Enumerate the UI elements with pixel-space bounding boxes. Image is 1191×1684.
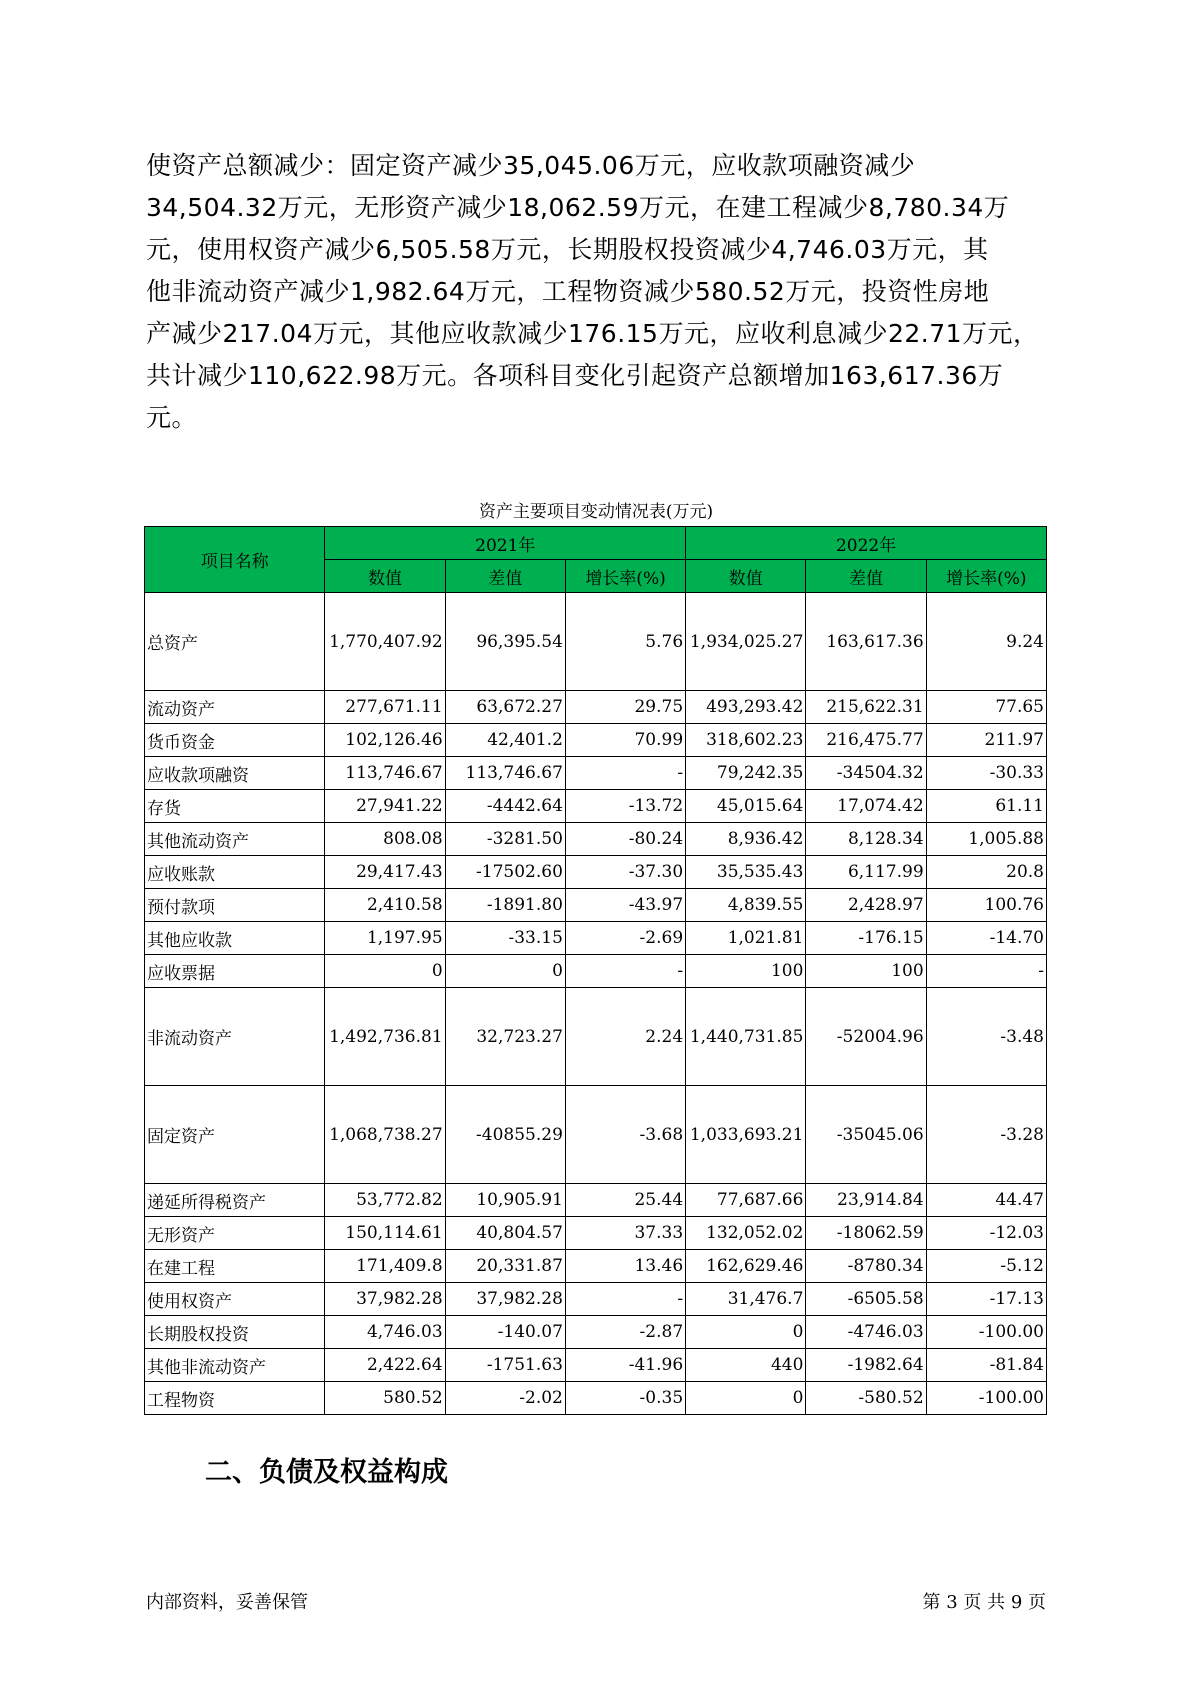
row-cell: 77.65	[926, 691, 1046, 724]
row-cell: 32,723.27	[445, 988, 565, 1086]
paragraph-line: 共计减少110,622.98万元。各项科目变化引起资产总额增加163,617.36万	[146, 361, 1004, 390]
table-row	[145, 1250, 1047, 1283]
section-heading: 二、负债及权益构成	[205, 1457, 448, 1488]
row-cell: 211.97	[926, 724, 1046, 757]
asset-change-table	[144, 526, 1047, 1415]
row-item-name: 应收账款	[145, 856, 325, 889]
table-row	[145, 889, 1047, 922]
table-row	[145, 1086, 1047, 1184]
row-cell: 132,052.02	[686, 1217, 806, 1250]
row-cell: -0.35	[565, 1382, 685, 1415]
row-cell: 2.24	[565, 988, 685, 1086]
row-cell: 100	[686, 955, 806, 988]
table-row	[145, 1184, 1047, 1217]
row-cell: -12.03	[926, 1217, 1046, 1250]
row-cell: -33.15	[445, 922, 565, 955]
row-cell: 37.33	[565, 1217, 685, 1250]
row-cell: 171,409.8	[325, 1250, 445, 1283]
row-cell: 1,440,731.85	[686, 988, 806, 1086]
row-cell: 100.76	[926, 889, 1046, 922]
table-caption: 资产主要项目变动情况表(万元)	[478, 502, 714, 522]
row-cell: 35,535.43	[686, 856, 806, 889]
row-cell: 63,672.27	[445, 691, 565, 724]
row-item-name: 无形资产	[145, 1217, 325, 1250]
header-value: 数值	[686, 560, 806, 593]
row-cell: 113,746.67	[325, 757, 445, 790]
row-cell: -17.13	[926, 1283, 1046, 1316]
row-cell: 1,197.95	[325, 922, 445, 955]
row-cell: -2.02	[445, 1382, 565, 1415]
row-cell: 23,914.84	[806, 1184, 926, 1217]
row-cell: 318,602.23	[686, 724, 806, 757]
row-cell: -80.24	[565, 823, 685, 856]
row-item-name: 存货	[145, 790, 325, 823]
header-growth: 增长率(%)	[926, 560, 1046, 593]
row-item-name: 在建工程	[145, 1250, 325, 1283]
row-cell: -5.12	[926, 1250, 1046, 1283]
row-cell: -40855.29	[445, 1086, 565, 1184]
table-row	[145, 1316, 1047, 1349]
row-cell: -2.69	[565, 922, 685, 955]
row-cell: -4746.03	[806, 1316, 926, 1349]
row-item-name: 工程物资	[145, 1382, 325, 1415]
row-cell: 150,114.61	[325, 1217, 445, 1250]
row-cell: 96,395.54	[445, 593, 565, 691]
row-cell: 37,982.28	[445, 1283, 565, 1316]
row-cell: 100	[806, 955, 926, 988]
body-paragraph	[146, 145, 1046, 439]
row-cell: 42,401.2	[445, 724, 565, 757]
row-cell: -3.48	[926, 988, 1046, 1086]
row-item-name: 应收票据	[145, 955, 325, 988]
row-cell: 102,126.46	[325, 724, 445, 757]
header-growth: 增长率(%)	[565, 560, 685, 593]
row-cell: -580.52	[806, 1382, 926, 1415]
row-cell: 216,475.77	[806, 724, 926, 757]
row-cell: -	[565, 955, 685, 988]
table-row	[145, 1349, 1047, 1382]
row-item-name: 预付款项	[145, 889, 325, 922]
header-item-name: 项目名称	[145, 527, 325, 593]
row-item-name: 非流动资产	[145, 988, 325, 1086]
row-cell: -100.00	[926, 1316, 1046, 1349]
row-cell: -	[565, 1283, 685, 1316]
row-cell: 4,839.55	[686, 889, 806, 922]
row-cell: 1,068,738.27	[325, 1086, 445, 1184]
header-diff: 差值	[445, 560, 565, 593]
row-cell: 808.08	[325, 823, 445, 856]
row-cell: 20,331.87	[445, 1250, 565, 1283]
table-row	[145, 988, 1047, 1086]
row-cell: -3281.50	[445, 823, 565, 856]
paragraph-line: 他非流动资产减少1,982.64万元，工程物资减少580.52万元，投资性房地	[146, 277, 990, 306]
row-cell: -17502.60	[445, 856, 565, 889]
row-cell: -1891.80	[445, 889, 565, 922]
row-cell: 25.44	[565, 1184, 685, 1217]
row-cell: 0	[445, 955, 565, 988]
row-item-name: 固定资产	[145, 1086, 325, 1184]
row-cell: 29.75	[565, 691, 685, 724]
row-cell: -81.84	[926, 1349, 1046, 1382]
table-row	[145, 955, 1047, 988]
paragraph-line: 元，使用权资产减少6,505.58万元，长期股权投资减少4,746.03万元，其	[146, 235, 989, 264]
table-row	[145, 593, 1047, 691]
row-item-name: 流动资产	[145, 691, 325, 724]
row-cell: 45,015.64	[686, 790, 806, 823]
row-item-name: 货币资金	[145, 724, 325, 757]
row-cell: 1,021.81	[686, 922, 806, 955]
row-cell: 1,005.88	[926, 823, 1046, 856]
row-item-name: 使用权资产	[145, 1283, 325, 1316]
row-cell: 215,622.31	[806, 691, 926, 724]
row-item-name: 其他应收款	[145, 922, 325, 955]
row-item-name: 其他流动资产	[145, 823, 325, 856]
row-item-name: 长期股权投资	[145, 1316, 325, 1349]
row-cell: -37.30	[565, 856, 685, 889]
footer-confidential: 内部资料，妥善保管	[146, 1592, 308, 1613]
row-item-name: 总资产	[145, 593, 325, 691]
row-cell: -1751.63	[445, 1349, 565, 1382]
row-item-name: 其他非流动资产	[145, 1349, 325, 1382]
row-cell: -100.00	[926, 1382, 1046, 1415]
row-cell: -13.72	[565, 790, 685, 823]
row-cell: 27,941.22	[325, 790, 445, 823]
header-value: 数值	[325, 560, 445, 593]
row-cell: 0	[325, 955, 445, 988]
row-cell: 2,422.64	[325, 1349, 445, 1382]
row-cell: -34504.32	[806, 757, 926, 790]
table-row	[145, 1283, 1047, 1316]
row-cell: 1,033,693.21	[686, 1086, 806, 1184]
row-cell: -3.28	[926, 1086, 1046, 1184]
row-cell: 61.11	[926, 790, 1046, 823]
row-cell: 0	[686, 1316, 806, 1349]
row-cell: -18062.59	[806, 1217, 926, 1250]
row-cell: -30.33	[926, 757, 1046, 790]
row-cell: -176.15	[806, 922, 926, 955]
row-cell: 1,492,736.81	[325, 988, 445, 1086]
row-cell: -52004.96	[806, 988, 926, 1086]
row-cell: -35045.06	[806, 1086, 926, 1184]
row-cell: 20.8	[926, 856, 1046, 889]
footer-page-number: 第 3 页 共 9 页	[922, 1592, 1046, 1613]
row-cell: 17,074.42	[806, 790, 926, 823]
table-row	[145, 1217, 1047, 1250]
row-cell: 29,417.43	[325, 856, 445, 889]
row-cell: -1982.64	[806, 1349, 926, 1382]
table-row	[145, 823, 1047, 856]
row-cell: -6505.58	[806, 1283, 926, 1316]
header-diff: 差值	[806, 560, 926, 593]
row-cell: 70.99	[565, 724, 685, 757]
row-cell: 580.52	[325, 1382, 445, 1415]
row-cell: 10,905.91	[445, 1184, 565, 1217]
table-row	[145, 724, 1047, 757]
row-cell: 2,410.58	[325, 889, 445, 922]
paragraph-line: 34,504.32万元，无形资产减少18,062.59万元，在建工程减少8,780.34万	[146, 193, 1010, 222]
table-row	[145, 790, 1047, 823]
row-cell: 440	[686, 1349, 806, 1382]
row-cell: 162,629.46	[686, 1250, 806, 1283]
row-cell: 1,934,025.27	[686, 593, 806, 691]
row-cell: 37,982.28	[325, 1283, 445, 1316]
table-row	[145, 856, 1047, 889]
row-cell: -	[926, 955, 1046, 988]
row-cell: -43.97	[565, 889, 685, 922]
row-cell: 113,746.67	[445, 757, 565, 790]
row-cell: 53,772.82	[325, 1184, 445, 1217]
row-cell: 493,293.42	[686, 691, 806, 724]
row-cell: 40,804.57	[445, 1217, 565, 1250]
row-item-name: 递延所得税资产	[145, 1184, 325, 1217]
row-cell: 8,936.42	[686, 823, 806, 856]
row-cell: -3.68	[565, 1086, 685, 1184]
row-cell: 5.76	[565, 593, 685, 691]
table-row	[145, 757, 1047, 790]
paragraph-line: 产减少217.04万元，其他应收款减少176.15万元，应收利息减少22.71万元，	[146, 319, 1039, 348]
row-cell: -140.07	[445, 1316, 565, 1349]
row-cell: 4,746.03	[325, 1316, 445, 1349]
row-cell: -4442.64	[445, 790, 565, 823]
paragraph-line: 使资产总额减少：固定资产减少35,045.06万元，应收款项融资减少	[146, 151, 916, 180]
table-row	[145, 922, 1047, 955]
row-cell: 8,128.34	[806, 823, 926, 856]
row-cell: 77,687.66	[686, 1184, 806, 1217]
row-cell: 1,770,407.92	[325, 593, 445, 691]
row-cell: 6,117.99	[806, 856, 926, 889]
row-cell: 31,476.7	[686, 1283, 806, 1316]
row-cell: 0	[686, 1382, 806, 1415]
header-year-2022: 2022年	[686, 527, 1047, 560]
header-year-2021: 2021年	[325, 527, 686, 560]
row-cell: 2,428.97	[806, 889, 926, 922]
row-cell: -2.87	[565, 1316, 685, 1349]
paragraph-line: 元。	[146, 403, 198, 432]
row-cell: 277,671.11	[325, 691, 445, 724]
row-cell: 44.47	[926, 1184, 1046, 1217]
row-cell: -14.70	[926, 922, 1046, 955]
row-cell: -41.96	[565, 1349, 685, 1382]
table-row	[145, 691, 1047, 724]
row-cell: 79,242.35	[686, 757, 806, 790]
row-cell: -	[565, 757, 685, 790]
row-cell: 13.46	[565, 1250, 685, 1283]
row-cell: -8780.34	[806, 1250, 926, 1283]
table-row	[145, 1382, 1047, 1415]
row-item-name: 应收款项融资	[145, 757, 325, 790]
row-cell: 9.24	[926, 593, 1046, 691]
row-cell: 163,617.36	[806, 593, 926, 691]
